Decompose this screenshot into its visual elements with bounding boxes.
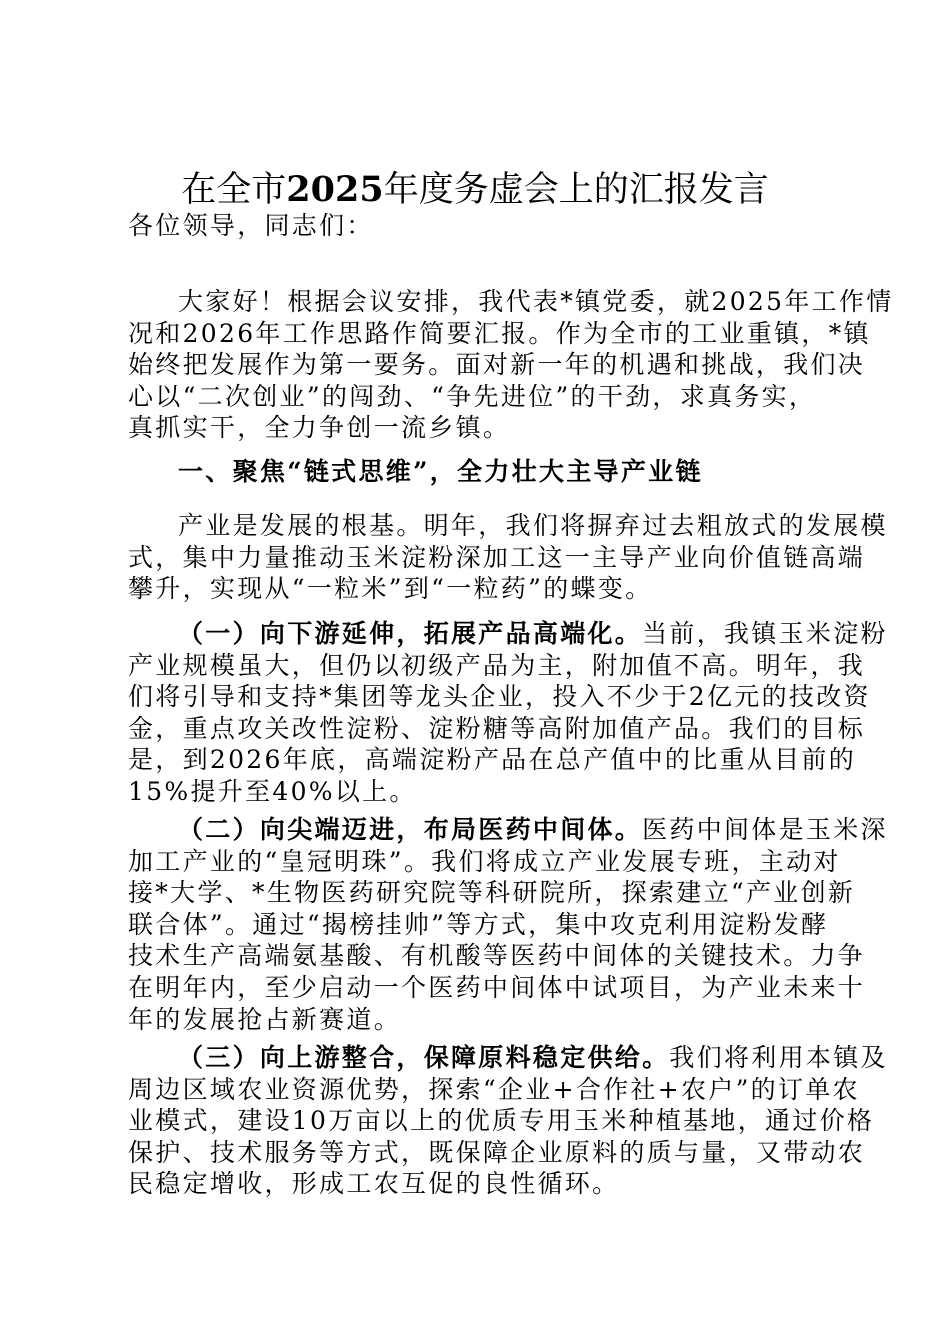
- item1-lead: （一）向下游延伸，拓展产品高端化。: [178, 619, 643, 648]
- intro-line: 始终把发展作为第一要务。面对新一年的机遇和挑战，我们决: [128, 350, 866, 380]
- title-year: 2025: [286, 169, 384, 210]
- title-suffix: 年度务虚会上的汇报发言: [383, 170, 769, 210]
- item1-first-line: [128, 618, 888, 650]
- salutation: 各位领导，同志们：: [128, 211, 374, 240]
- item2-lead: （二）向尖端迈进，布局医药中间体。: [178, 815, 643, 844]
- item2-paragraph: [128, 814, 888, 1035]
- item3-line: 保护、技术服务等方式，既保障企业原料的质与量，又带动农: [128, 1137, 866, 1167]
- section1-heading: 一、聚焦“链式思维”，全力壮大主导产业链: [178, 457, 703, 486]
- section1-line: 式，集中力量推动玉米淀粉深加工这一主导产业向价值链高端: [128, 542, 866, 572]
- item3-line: 周边区域农业资源优势，探索“企业+合作社+农户”的订单农: [128, 1074, 860, 1104]
- item2-line: 技术生产高端氨基酸、有机酸等医药中间体的关键技术。力争: [128, 941, 866, 971]
- item1-line: 产业规模虽大，但仍以初级产品为主，附加值不高。明年，我: [128, 650, 866, 680]
- item3-lead: （三）向上游整合，保障原料稳定供给。: [178, 1043, 670, 1072]
- item1-line: 是，到2026年底，高端淀粉产品在总产值中的比重从目前的: [128, 745, 857, 775]
- intro-line: 真抓实干，全力争创一流乡镇。: [128, 413, 511, 443]
- item1-line: 金，重点攻关改性淀粉、淀粉糖等高附加值产品。我们的目标: [128, 713, 866, 743]
- item2-line: 联合体”。通过“揭榜挂帅”等方式，集中攻克利用淀粉发酵: [128, 909, 829, 939]
- title-prefix: 在全市: [181, 170, 287, 210]
- item3-line: 业模式，建设10万亩以上的优质专用玉米种植基地，通过价格: [128, 1106, 875, 1136]
- salutation-block: [128, 210, 833, 242]
- item2-line: 在明年内，至少启动一个医药中间体中试项目，为产业未来十: [128, 972, 866, 1002]
- section1-line: 攀升，实现从“一粒米”到“一粒药”的蝶变。: [128, 574, 653, 604]
- item3-first-line: [128, 1042, 888, 1074]
- item2-line: 年的发展抢占新赛道。: [128, 1004, 402, 1034]
- item3-line: 民稳定增收，形成工农互促的良性循环。: [128, 1169, 620, 1199]
- item3-first-rest: 我们将利用本镇及: [669, 1043, 888, 1072]
- section1-heading-block: [128, 456, 833, 488]
- item1-line: 15%提升至40%以上。: [128, 776, 417, 806]
- intro-line: 大家好！根据会议安排，我代表*镇党委，就2025年工作情: [178, 287, 894, 316]
- section1-line: 产业是发展的根基。明年，我们将摒弃过去粗放式的发展模: [178, 511, 888, 540]
- item2-line: 加工产业的“皇冠明珠”。我们将成立产业发展专班，主动对: [128, 846, 841, 876]
- section1-paragraph: [128, 510, 888, 605]
- item3-paragraph: [128, 1042, 888, 1200]
- item2-first-line: [128, 814, 888, 846]
- item2-line: 接*大学、*生物医药研究院等科研院所，探索建立“产业创新: [128, 878, 856, 908]
- item1-first-rest: 当前，我镇玉米淀粉: [642, 619, 888, 648]
- item2-first-rest: 医药中间体是玉米深: [642, 815, 888, 844]
- document-title: [0, 168, 950, 212]
- intro-line: 况和2026年工作思路作简要汇报。作为全市的工业重镇，*镇: [128, 318, 871, 348]
- item1-paragraph: [128, 618, 888, 808]
- item1-line: 们将引导和支持*集团等龙头企业，投入不少于2亿元的技改资: [128, 682, 871, 712]
- intro-line: 心以“二次创业”的闯劲、“争先进位”的干劲，求真务实，: [128, 381, 817, 411]
- intro-paragraph: [128, 286, 894, 444]
